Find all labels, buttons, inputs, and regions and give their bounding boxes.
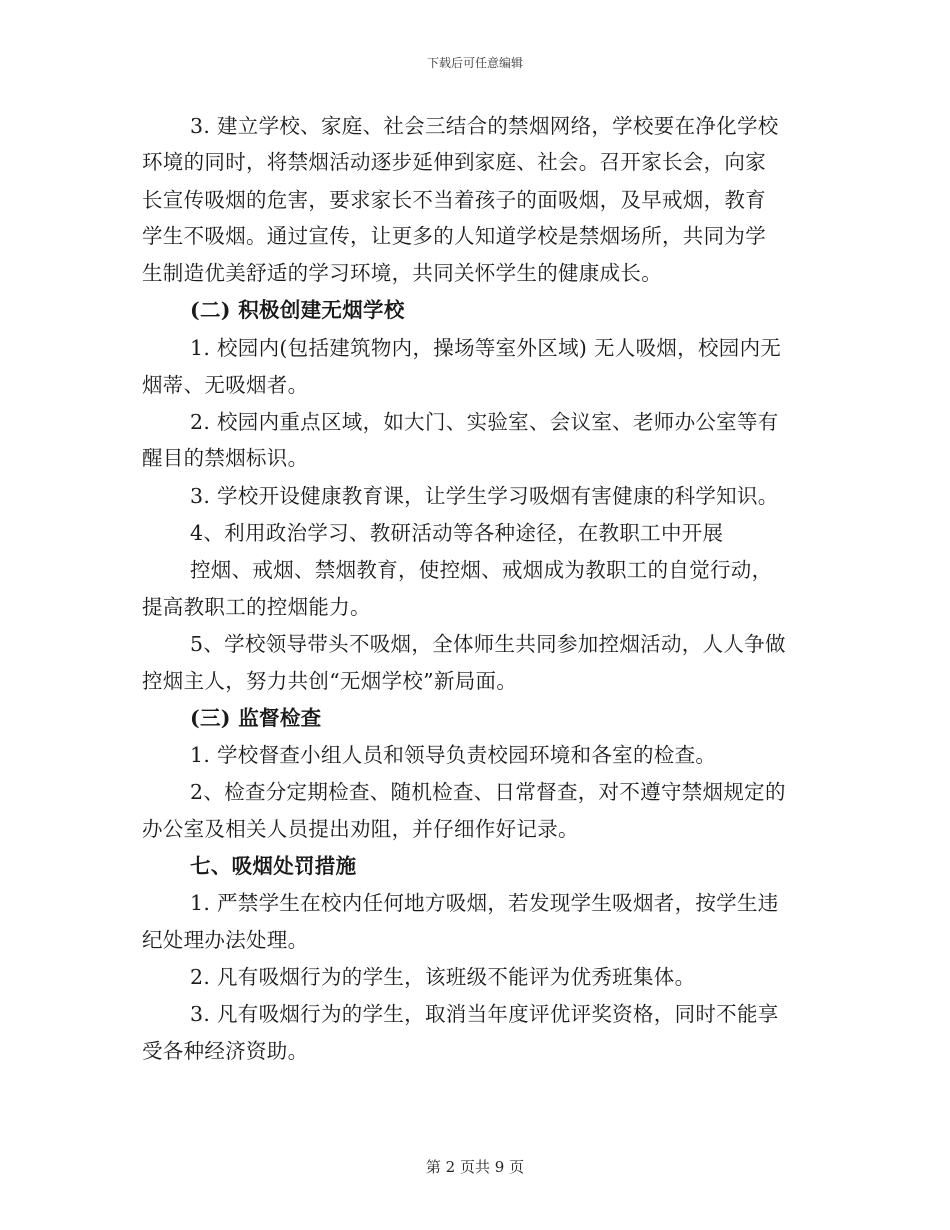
text-line: 4、利用政治学习、教研活动等各种途径，在教职工中开展 [190, 521, 724, 545]
text-line: 控烟、戒烟、禁烟教育，使控烟、戒烟成为教职工的自觉行动， [190, 558, 773, 582]
page-footer: 第 2 页共 9 页 [425, 1158, 525, 1176]
text-line: 1. 学校督查小组人员和领导负责校园环境和各室的检查。 [190, 743, 717, 767]
text-line: 受各种经济资助。 [142, 1039, 309, 1063]
text-line: 烟蒂、无吸烟者。 [142, 373, 309, 397]
text-line: 3. 凡有吸烟行为的学生，取消当年度评优评奖资格，同时不能享 [190, 1002, 779, 1026]
text-line: 学生不吸烟。通过宣传，让更多的人知道学校是禁烟场所，共同为学 [142, 224, 766, 248]
section-heading: (二) 积极创建无烟学校 [190, 298, 405, 322]
text-line: 1. 严禁学生在校内任何地方吸烟，若发现学生吸烟者，按学生违 [190, 891, 779, 915]
text-line: 2. 凡有吸烟行为的学生，该班级不能评为优秀班集体。 [190, 965, 696, 989]
page-header: 下载后可任意编辑 [426, 56, 523, 70]
text-line: 1. 校园内(包括建筑物内，操场等室外区域) 无人吸烟，校园内无 [190, 336, 782, 360]
text-line: 醒目的禁烟标识。 [142, 446, 309, 470]
text-line: 3. 建立学校、家庭、社会三结合的禁烟网络，学校要在净化学校 [190, 114, 779, 138]
text-line: 2. 校园内重点区域，如大门、实验室、会议室、老师办公室等有 [190, 410, 779, 434]
text-line: 2、检查分定期检查、随机检查、日常督查，对不遵守禁烟规定的 [190, 780, 786, 804]
text-line: 办公室及相关人员提出劝阻，并仔细作好记录。 [142, 817, 579, 841]
text-line: 提高教职工的控烟能力。 [142, 595, 371, 619]
text-line: 环境的同时，将禁烟活动逐步延伸到家庭、社会。召开家长会，向家 [142, 150, 766, 174]
text-line: 3. 学校开设健康教育课，让学生学习吸烟有害健康的科学知识。 [190, 484, 779, 508]
section-heading: 七、吸烟处罚措施 [190, 854, 357, 878]
text-line: 生制造优美舒适的学习环境，共同关怀学生的健康成长。 [142, 261, 662, 285]
text-line: 控烟主人，努力共创“无烟学校”新局面。 [142, 669, 518, 693]
text-line: 5、学校领导带头不吸烟，全体师生共同参加控烟活动，人人争做 [190, 632, 786, 656]
text-line: 长宣传吸烟的危害，要求家长不当着孩子的面吸烟，及早戒烟，教育 [142, 188, 766, 212]
text-line: 纪处理办法处理。 [142, 928, 309, 952]
section-heading: (三) 监督检查 [190, 706, 322, 730]
